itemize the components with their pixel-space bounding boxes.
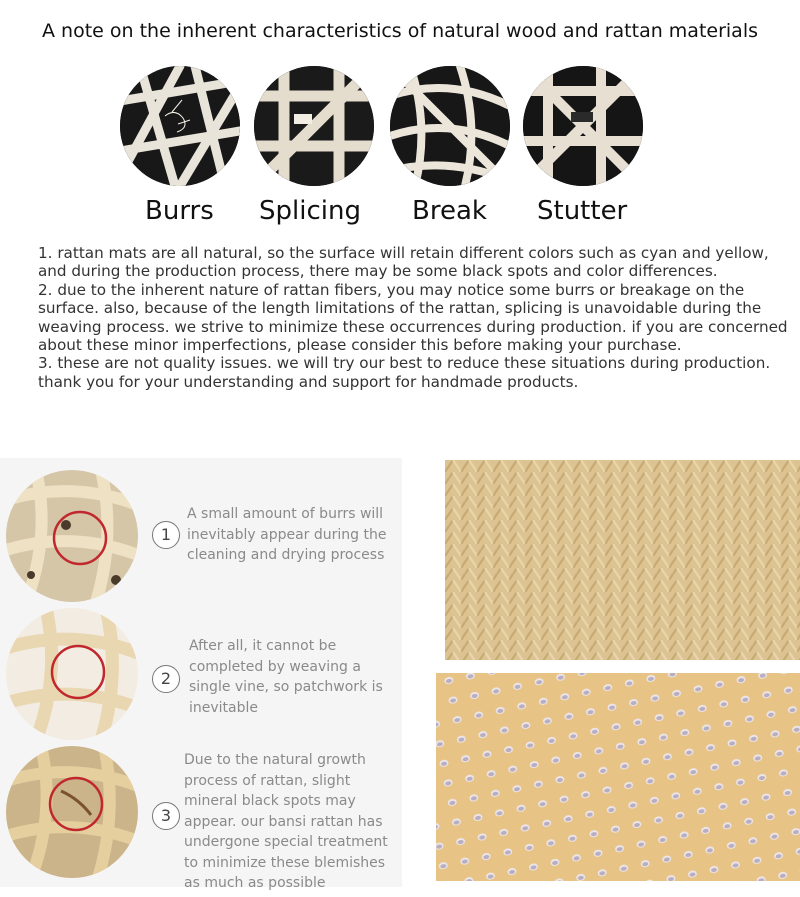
break-weave-photo (390, 66, 510, 186)
splicing-weave-photo (254, 66, 374, 186)
burrs-weave-photo (120, 66, 240, 186)
note-paragraph: 1. rattan mats are all natural, so the surface will retain different colors such as cyan and yellow, and during the production process, there may be some black spots and color differences. (38, 244, 769, 281)
note-paragraph: 2. due to the inherent nature of rattan fibers, you may notice some burrs or breakage on the surface. also, because of the length limitations of the rattan, splicing is unavoidable during the weaving process. we strive to minimize these occurrences during production. if you are concerned about these minor imperfections, please consider this before making your purchase. (38, 280, 788, 355)
note-paragraph: 3. these are not quality issues. we will try our best to reduce these situations during production. thank you for your understanding and support for handmade products. (38, 354, 771, 391)
cane-webbing-texture-photo (436, 673, 800, 881)
step-number-badge: 3 (152, 802, 180, 830)
defect-label-stutter: Stutter (537, 196, 628, 226)
spot-closeup-photo (6, 746, 138, 878)
notes-block (38, 244, 788, 391)
step-number-badge: 1 (152, 521, 180, 549)
details-panel (0, 458, 402, 891)
burr-closeup-photo (6, 470, 138, 602)
detail-text-burrs: A small amount of burrs will inevitably appear during the cleaning and drying process (187, 506, 387, 563)
defect-label-splicing: Splicing (259, 196, 361, 226)
stutter-weave-photo (523, 66, 643, 186)
defect-label-break: Break (412, 196, 487, 226)
defect-label-burrs: Burrs (145, 196, 214, 226)
woven-rattan-texture-photo (445, 460, 800, 660)
detail-text-splicing: After all, it cannot be completed by weaving a single vine, so patchwork is inevitable (189, 638, 383, 716)
detail-text-spots: Due to the natural growth process of rattan, slight mineral black spots may appear. our bansi rattan has undergone special treatment to minimize these blemishes as much as possible (184, 752, 388, 891)
page-title: A note on the inherent characteristics of natural wood and rattan materials (41, 20, 758, 42)
splice-closeup-photo (6, 608, 138, 740)
step-number-badge: 2 (152, 665, 180, 693)
